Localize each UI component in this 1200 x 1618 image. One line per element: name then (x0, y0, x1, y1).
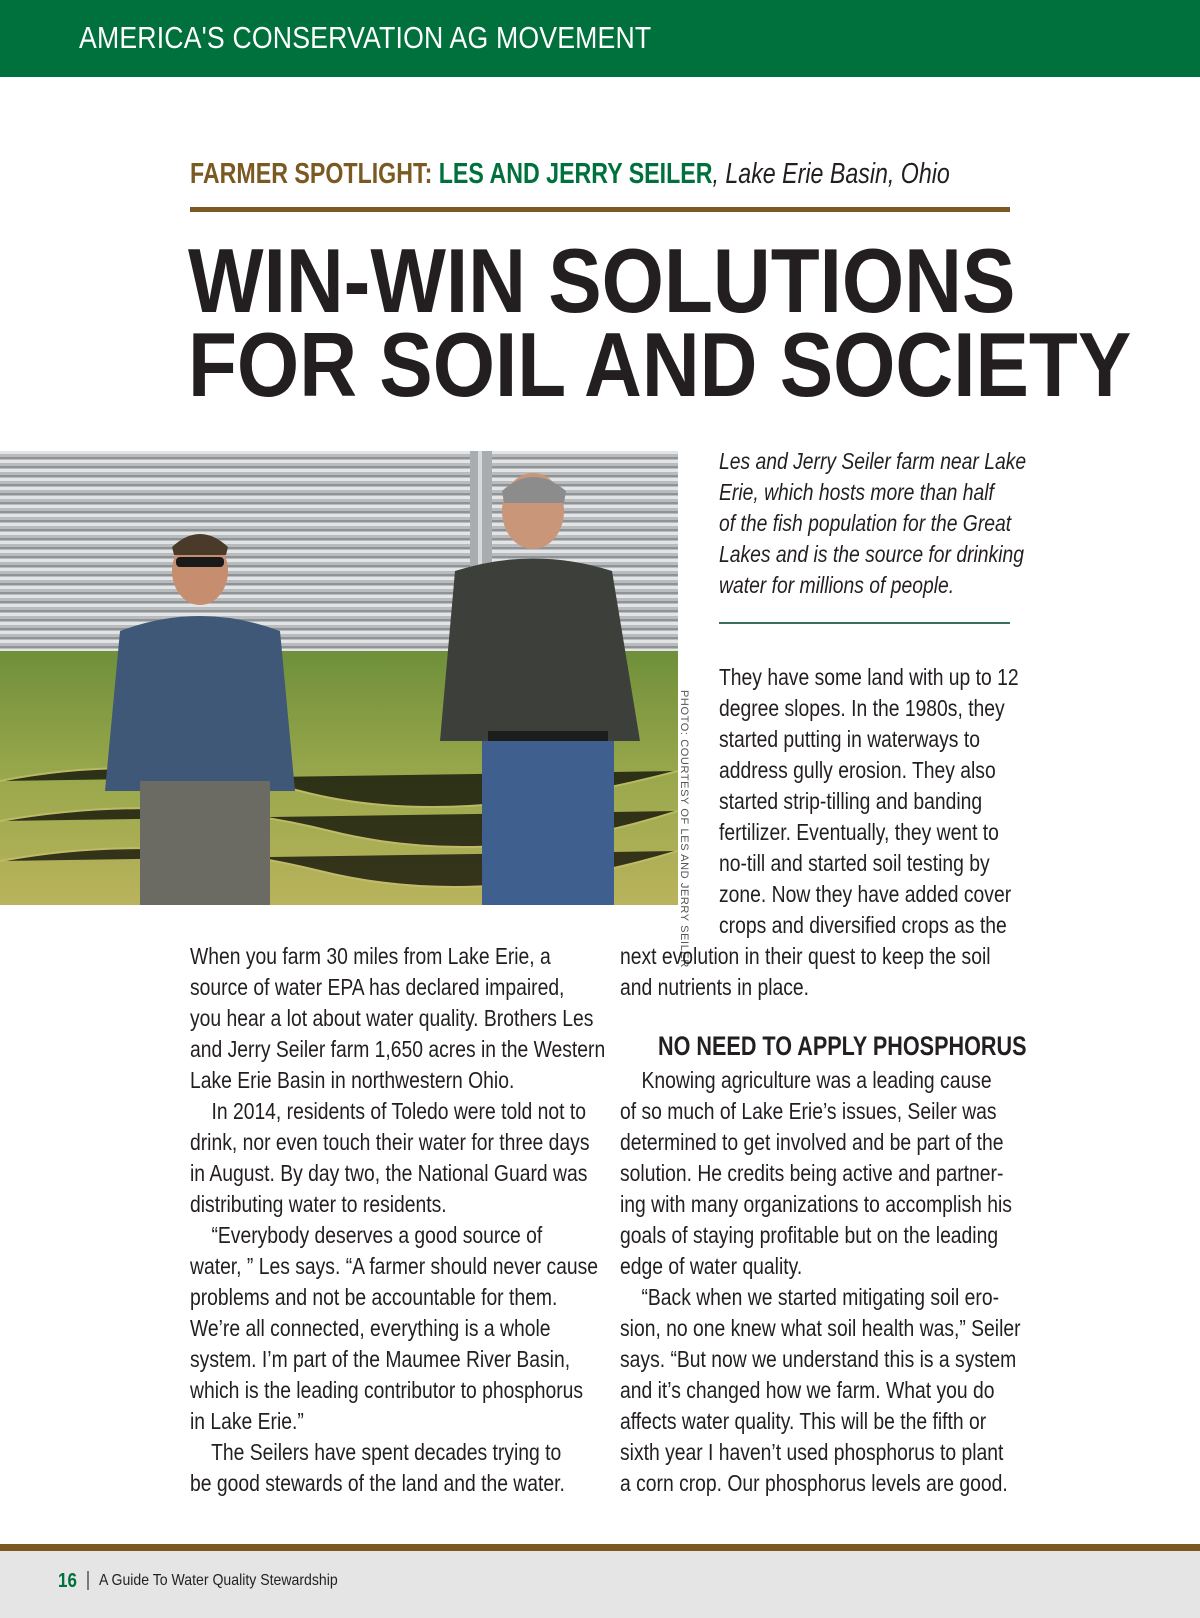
body-line: edge of water quality. (620, 1253, 803, 1279)
body-line: distributing water to residents. (190, 1191, 447, 1217)
body-line: address gully erosion. They also (719, 757, 996, 783)
body-line: next evolution in their quest to keep the soil (620, 943, 991, 969)
body-line: no-till and started soil testing by (719, 850, 990, 876)
caption-line: water for millions of people. (719, 572, 955, 598)
body-line: in Lake Erie.” (190, 1408, 304, 1434)
photo-caption (719, 446, 1027, 601)
body-line: of so much of Lake Erie’s issues, Seiler was (620, 1098, 997, 1124)
body-line: goals of staying profitable but on the leading (620, 1222, 999, 1248)
page-footer (0, 1551, 1200, 1618)
body-line: The Seilers have spent decades trying to (190, 1439, 562, 1465)
spotlight-names: LES AND JERRY SEILER (438, 158, 713, 190)
spotlight-place: , Lake Erie Basin, Ohio (712, 158, 950, 190)
body-line: drink, nor even touch their water for three days (190, 1129, 590, 1155)
body-line: sion, no one knew what soil health was,” Seiler (620, 1315, 1021, 1341)
caption-line: of the fish population for the Great (719, 510, 1012, 536)
farmers-photo (0, 451, 678, 905)
body-line: problems and not be accountable for them. (190, 1284, 558, 1310)
body-line: water, ” Les says. “A farmer should never cause (190, 1253, 599, 1279)
photo-credit (676, 690, 696, 968)
caption-line: Erie, which hosts more than half (719, 479, 994, 505)
footer-title: A Guide To Water Quality Stewardship (99, 1572, 338, 1589)
headline (188, 231, 1132, 416)
headline-line-1: WIN-WIN SOLUTIONS (188, 231, 1016, 332)
body-line: “Everybody deserves a good source of (190, 1222, 543, 1248)
body-line: started strip-tilling and banding (719, 788, 983, 814)
caption-line: Les and Jerry Seiler farm near Lake (719, 448, 1027, 474)
body-line: ing with many organizations to accomplish his (620, 1191, 1012, 1217)
headline-line-2: FOR SOIL AND SOCIETY (188, 315, 1132, 416)
body-line: source of water EPA has declared impaired, (190, 974, 565, 1000)
farmer-spotlight-line (190, 158, 950, 191)
body-line: and it’s changed how we farm. What you do (620, 1377, 995, 1403)
body-line: degree slopes. In the 1980s, they (719, 695, 1005, 721)
body-line: you hear a lot about water quality. Brothers Les (190, 1005, 594, 1031)
body-line: determined to get involved and be part of the (620, 1129, 1004, 1155)
body-line: in August. By day two, the National Guard was (190, 1160, 588, 1186)
spotlight-divider (190, 207, 1010, 212)
body-line: and nutrients in place. (620, 974, 810, 1000)
body-line: “Back when we started mitigating soil ero- (620, 1284, 1000, 1310)
body-line: sixth year I haven’t used phosphorus to plant (620, 1439, 1004, 1465)
body-line: When you farm 30 miles from Lake Erie, a (190, 943, 551, 969)
body-line: and Jerry Seiler farm 1,650 acres in the Western (190, 1036, 606, 1062)
banner-title: AMERICA'S CONSERVATION AG MOVEMENT (79, 20, 652, 55)
caption-line: Lakes and is the source for drinking (719, 541, 1024, 567)
body-line: affects water quality. This will be the fifth or (620, 1408, 987, 1434)
spotlight-lead: FARMER SPOTLIGHT: (190, 158, 433, 190)
body-line: fertilizer. Eventually, they went to (719, 819, 999, 845)
body-line: which is the leading contributor to phosphorus (190, 1377, 584, 1403)
section-subhead (658, 1029, 1119, 1063)
farmers-photo-illustration (0, 451, 678, 905)
top-banner (0, 0, 1200, 77)
body-line: We’re all connected, everything is a whole (190, 1315, 551, 1341)
footer-divider (0, 1544, 1200, 1551)
body-line: says. “But now we understand this is a system (620, 1346, 1017, 1372)
body-line: crops and diversified crops as the (719, 912, 1007, 938)
right-column-text (620, 1065, 1097, 1499)
right-column-intro-text (620, 941, 1061, 1003)
subhead-text: NO NEED TO APPLY PHOSPHORUS (658, 1031, 1027, 1061)
body-line: In 2014, residents of Toledo were told not to (190, 1098, 586, 1124)
footer-separator (87, 1571, 89, 1590)
body-line: system. I’m part of the Maumee River Basin, (190, 1346, 571, 1372)
body-line: be good stewards of the land and the water. (190, 1470, 565, 1496)
body-line: zone. Now they have added cover (719, 881, 1012, 907)
photo-credit-text: PHOTO: COURTESY OF LES AND JERRY SEILER (678, 690, 690, 968)
body-line: They have some land with up to 12 (719, 664, 1019, 690)
left-column-text (190, 941, 684, 1499)
page-number: 16 (58, 1570, 77, 1592)
body-line: Lake Erie Basin in northwestern Ohio. (190, 1067, 515, 1093)
body-line: solution. He credits being active and partner- (620, 1160, 1004, 1186)
right-column-top-text (719, 662, 1076, 941)
caption-divider (719, 622, 1010, 624)
body-line: started putting in waterways to (719, 726, 980, 752)
body-line: Knowing agriculture was a leading cause (620, 1067, 992, 1093)
body-line: a corn crop. Our phosphorus levels are good. (620, 1470, 1008, 1496)
